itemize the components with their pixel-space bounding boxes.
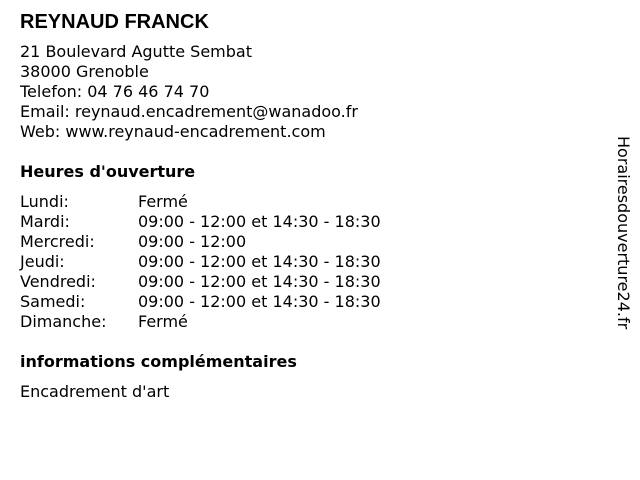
web-line: Web: www.reynaud-encadrement.com: [20, 122, 326, 141]
day-hours: 09:00 - 12:00 et 14:30 - 18:30: [138, 252, 381, 271]
day-label: Mardi:: [20, 212, 70, 231]
day-label: Lundi:: [20, 192, 69, 211]
email-line: Email: reynaud.encadrement@wanadoo.fr: [20, 102, 358, 121]
business-name: REYNAUD FRANCK: [20, 11, 209, 33]
site-watermark: Horairesdouverture24.fr: [614, 136, 633, 330]
hours-row-vendredi: [20, 272, 580, 292]
hours-table: [20, 192, 580, 332]
info-title: informations complémentaires: [20, 352, 297, 371]
day-label: Vendredi:: [20, 272, 96, 291]
hours-row-lundi: [20, 192, 580, 212]
hours-row-mardi: [20, 212, 580, 232]
day-label: Jeudi:: [20, 252, 65, 271]
business-card: [20, 10, 580, 402]
day-label: Dimanche:: [20, 312, 107, 331]
info-text: Encadrement d'art: [20, 382, 170, 401]
day-hours: 09:00 - 12:00: [138, 232, 247, 251]
day-hours: 09:00 - 12:00 et 14:30 - 18:30: [138, 272, 381, 291]
address-street: 21 Boulevard Agutte Sembat: [20, 42, 252, 61]
hours-row-dimanche: [20, 312, 580, 332]
phone-line: Telefon: 04 76 46 74 70: [20, 82, 210, 101]
hours-row-mercredi: [20, 232, 580, 252]
address-city: 38000 Grenoble: [20, 62, 149, 81]
day-hours: Fermé: [138, 312, 188, 331]
hours-row-jeudi: [20, 252, 580, 272]
day-hours: 09:00 - 12:00 et 14:30 - 18:30: [138, 292, 381, 311]
day-label: Samedi:: [20, 292, 86, 311]
day-hours: Fermé: [138, 192, 188, 211]
hours-title: Heures d'ouverture: [20, 162, 196, 181]
day-label: Mercredi:: [20, 232, 95, 251]
day-hours: 09:00 - 12:00 et 14:30 - 18:30: [138, 212, 381, 231]
hours-row-samedi: [20, 292, 580, 312]
